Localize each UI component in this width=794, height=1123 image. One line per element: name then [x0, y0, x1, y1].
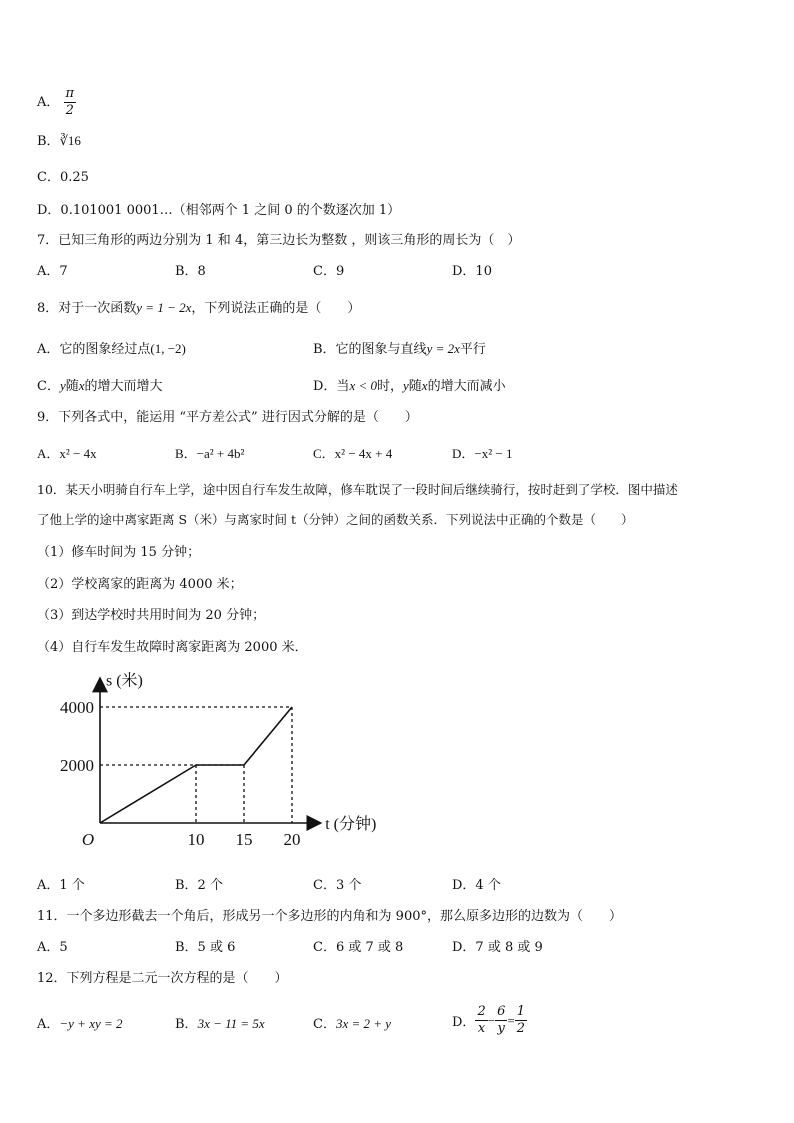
q8-option-c-label: C．: [37, 379, 60, 394]
q12-option-d-frac1-den: x: [477, 1021, 486, 1036]
q6-option-b: [37, 130, 81, 149]
q12-option-b: [175, 1013, 265, 1032]
q11-option-b: B．5 或 6: [175, 940, 236, 955]
x-tick-label-15: 15: [235, 830, 253, 849]
q6-option-b-expression: ∛16: [59, 133, 81, 148]
q11-option-d: D．7 或 8 或 9: [452, 940, 543, 955]
q12-option-d-frac2-num: 6: [497, 1004, 506, 1019]
q6-option-a-fraction: [64, 86, 77, 119]
q8-option-d-x: x: [421, 378, 428, 393]
q10-item-2: （2）学校离家的距离为 4000 米；: [37, 577, 243, 592]
q8-option-d-y: y: [403, 378, 409, 393]
q12-option-d-frac1: [475, 1004, 487, 1037]
q8-stem-pre: 8．对于一次函数: [37, 301, 137, 316]
q7-option-c: C．9: [313, 264, 345, 279]
q12-option-d-frac2: [495, 1004, 507, 1037]
q9-stem: 9．下列各式中，能运用 “平方差公式” 进行因式分解的是（ ）: [37, 410, 418, 425]
q10-option-c: C．3 个: [313, 878, 362, 893]
q12-option-d-frac3-num: 1: [516, 1004, 525, 1019]
q12-option-b-label: B．: [175, 1017, 198, 1032]
q12-stem: 12．下列方程是二元一次方程的是（ ）: [37, 971, 288, 986]
q7-option-a: A．7: [37, 264, 68, 279]
q8-option-a-text: A．它的图象经过点: [37, 342, 151, 357]
q8-option-d-label: D．当: [313, 379, 350, 394]
q6-option-a-label: A．: [37, 95, 60, 110]
q12-option-d-frac3-den: 2: [516, 1021, 525, 1036]
q9-option-d: D．−x² − 1: [452, 446, 513, 461]
y-tick-label-2000: 2000: [60, 756, 94, 775]
q7-stem: 7．已知三角形的两边分别为 1 和 4，第三边长为整数 ，则该三角形的周长为（ ）: [37, 233, 521, 248]
x-tick-label-20: 20: [283, 830, 301, 849]
q12-option-b-math: 3x − 11 = 5x: [197, 1016, 265, 1031]
q12-option-a-math: −y + xy = 2: [59, 1016, 123, 1031]
x-tick-label-10: 10: [187, 830, 205, 849]
q8-option-b-post: 平行: [459, 342, 486, 357]
y-tick-label-4000: 4000: [60, 698, 94, 717]
q10-item-4: （4）自行车发生故障时离家距离为 2000 米．: [37, 640, 308, 655]
q8-option-d-mid: 时，: [376, 379, 403, 394]
q6-option-d: D．0.101001 0001…（相邻两个 1 之间 0 的个数逐次加 1）: [37, 203, 401, 218]
q10-item-1: （1）修车时间为 15 分钟；: [37, 545, 201, 560]
q8-option-a-math: (1, −2): [150, 341, 186, 356]
q12-option-d-equals: =: [507, 1012, 515, 1028]
q8-option-d: [313, 375, 506, 394]
q8-option-d-post: 的增大而减小: [427, 379, 506, 394]
q12-option-d-frac2-den: y: [497, 1021, 505, 1036]
q10-stem-line2: 了他上学的途中离家距离 S（米）与离家时间 t（分钟）之间的函数关系．下列说法中正确的个数是（ ）: [37, 512, 634, 527]
q6-option-c: C．0.25: [37, 170, 89, 185]
q8-option-b-math: y = 2x: [426, 341, 460, 356]
q7-option-b: B．8: [175, 264, 206, 279]
q8-option-c-y: y: [59, 378, 66, 393]
q8-option-d-mid2: 随: [408, 379, 422, 394]
q9-option-a: A．x² − 4x: [37, 446, 97, 461]
q6-option-b-label: B．: [37, 134, 60, 149]
q8-stem-post: ，下列说法正确的是（ ）: [191, 301, 361, 316]
q8-option-b: [313, 338, 486, 357]
y-axis-label: s (米): [106, 672, 143, 690]
q8-option-c-mid: 随: [65, 379, 79, 394]
q12-option-d-frac3: [515, 1004, 527, 1037]
q12-option-d-label: D．: [452, 1015, 476, 1030]
q8-option-c-post: 的增大而增大: [84, 379, 163, 394]
q10-option-d: D．4 个: [452, 878, 501, 893]
q10-stem-line1: 10．某天小明骑自行车上学，途中因自行车发生故障，修车耽误了一段时间后继续骑行，按时赶到了学校．图中描述: [37, 482, 678, 497]
q6-option-a: [37, 86, 76, 119]
distance-time-graph: [40, 660, 380, 860]
q8-option-a: [37, 338, 186, 357]
q12-option-c-math: 3x = 2 + y: [335, 1016, 392, 1031]
q8-stem: [37, 297, 360, 316]
q8-stem-math: y = 1 − 2x: [136, 300, 192, 315]
q9-option-b: B．−a² + 4b²: [175, 446, 245, 461]
q12-option-a: [37, 1013, 123, 1032]
x-axis-label: t (分钟): [325, 816, 377, 833]
q12-option-d-minus: −: [487, 1012, 496, 1028]
q10-option-b: B．2 个: [175, 878, 223, 893]
q12-option-c: [313, 1013, 391, 1032]
q7-option-d: D．10: [452, 264, 492, 279]
q8-option-b-text: B．它的图象与直线: [313, 342, 427, 357]
q12-option-d: [452, 1004, 527, 1037]
q10-option-a: A．1 个: [37, 878, 85, 893]
q8-option-c-x: x: [78, 378, 85, 393]
q11-option-a: A．5: [37, 940, 68, 955]
q6-option-a-numerator: π: [65, 86, 75, 101]
q12-option-a-label: A．: [37, 1017, 60, 1032]
q11-stem: 11．一个多边形截去一个角后，形成另一个多边形的内角和为 900°，那么原多边形的边数为（ ）: [37, 909, 622, 924]
origin-label: O: [81, 830, 95, 849]
q12-option-c-label: C．: [313, 1017, 336, 1032]
q6-option-a-denominator: 2: [65, 103, 74, 118]
q9-option-c: C．x² − 4x + 4: [313, 446, 393, 461]
series-line: [100, 707, 292, 823]
q8-option-d-math: x < 0: [349, 378, 377, 393]
q12-option-d-frac1-num: 2: [477, 1004, 486, 1019]
q10-item-3: （3）到达学校时共用时间为 20 分钟；: [37, 608, 266, 623]
q11-option-c: C．6 或 7 或 8: [313, 940, 404, 955]
q8-option-c: [37, 375, 163, 394]
